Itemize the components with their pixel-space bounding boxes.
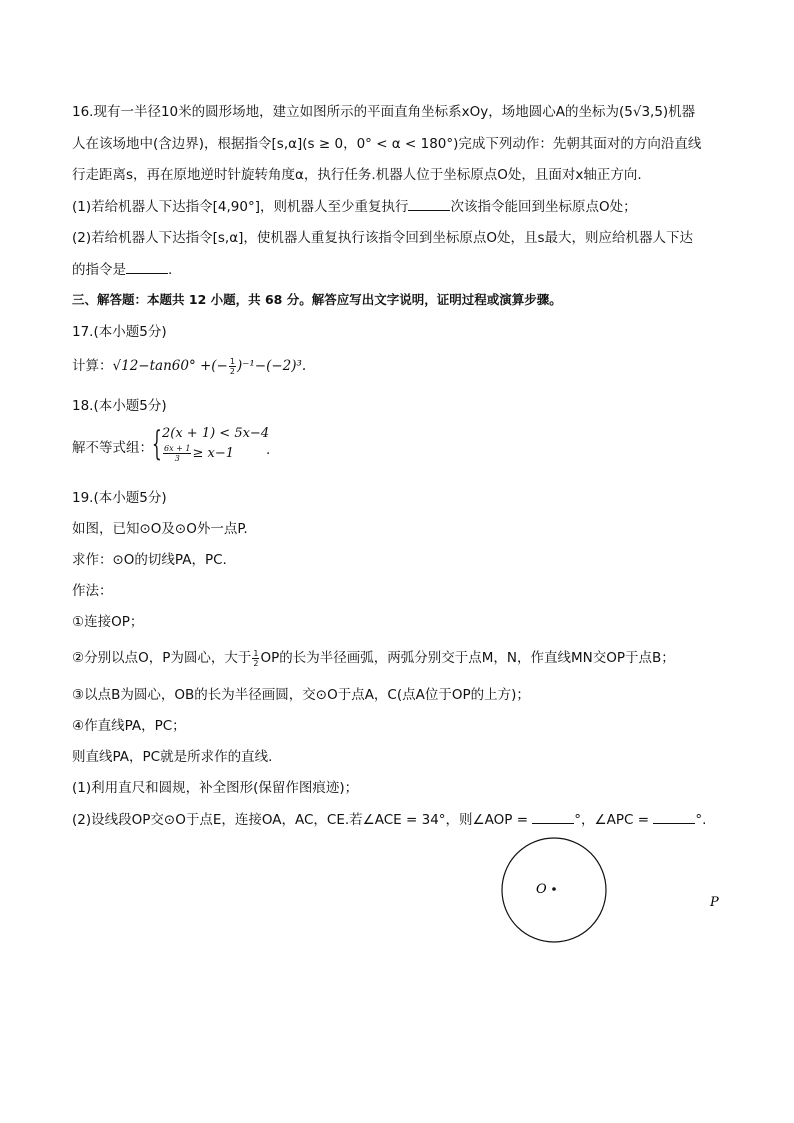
label-p: P xyxy=(710,895,719,910)
q19-step2-frac-num: 1 xyxy=(253,648,259,658)
q19-step2-a: ②分别以点O，P为圆心，大于 xyxy=(72,650,252,666)
q18-prefix: 解不等式组： xyxy=(72,440,153,456)
q16-part2-text: 的指令是 xyxy=(72,262,126,278)
q16-part1-text-a: (1)若给机器人下达指令[4,90°]，则机器人至少重复执行 xyxy=(72,199,409,215)
q19-step1: ①连接OP； xyxy=(72,614,144,630)
q19-part2-b: °，∠APC = xyxy=(574,812,654,828)
q18-title: 18.(本小题5分) xyxy=(72,398,167,414)
q19-part2-a: (2)设线段OP交⊙O于点E，连接OA，AC，CE.若∠ACE = 34°，则∠AOP = xyxy=(72,812,533,828)
section3-heading-text: 本题共 12 小题，共 68 分。解答应写出文字说明，证明过程或演算步骤。 xyxy=(147,292,562,307)
q18-brace: { xyxy=(152,424,162,464)
q16-part2: (2)若给机器人下达指令[s,α]，使机器人重复执行该指令回到坐标原点O处，且s最大，则应给机器人下达 xyxy=(72,230,694,246)
q19-given: 如图，已知⊙O及⊙O外一点P. xyxy=(72,521,248,537)
q16-line3: 行走距离s，再在原地逆时针旋转角度α，执行任务.机器人位于坐标原点O处，且面对x轴正方向. xyxy=(72,167,642,183)
q19-part2-c: °. xyxy=(695,812,707,828)
q16-line1: 16.现有一半径10米的圆形场地，建立如图所示的平面直角坐标系xOy，场地圆心A的坐标为(5√3,5)机器 xyxy=(72,104,696,120)
q17-frac-den: 2 xyxy=(229,366,235,376)
q17-prefix: 计算： xyxy=(72,358,113,374)
q19-step4: ④作直线PA，PC； xyxy=(72,718,186,734)
q19-method: 作法： xyxy=(72,583,113,599)
q17-frac-num: 1 xyxy=(229,356,235,366)
q18-frac-num: 6x + 1 xyxy=(164,444,191,453)
q17-expr-b: )⁻¹−(−2)³. xyxy=(236,358,307,374)
q18-inequality-1: 2(x + 1) < 5x−4 xyxy=(162,426,270,441)
q18-ineq2-rest: ≥ x−1 xyxy=(192,446,235,461)
q19-conclusion: 则直线PA，PC就是所求作的直线. xyxy=(72,749,273,765)
q19-step3: ③以点B为圆心，OB的长为半径画圆，交⊙O于点A，C(点A位于OP的上方)； xyxy=(72,687,530,703)
q19-step2-frac-den: 2 xyxy=(253,658,259,668)
q18-end: . xyxy=(266,442,271,458)
q19-title: 19.(本小题5分) xyxy=(72,490,167,506)
section3-heading-label: 三、解答题： xyxy=(72,292,148,307)
q16-part2-end: . xyxy=(168,262,173,278)
center-point-o xyxy=(552,887,556,891)
q16-line2: 人在该场地中(含边界)，根据指令[s,α](s ≥ 0，0° < α < 180°)完成下列动作：先朝其面对的方向沿直线 xyxy=(72,136,702,152)
q19-step2-b: OP的长为半径画弧，两弧分别交于点M，N，作直线MN交OP于点B； xyxy=(260,650,675,666)
label-o: O xyxy=(536,882,547,897)
q17-expr-a: √12−tan60° +(− xyxy=(112,358,228,374)
q19-part1: (1)利用直尺和圆规，补全图形(保留作图痕迹)； xyxy=(72,780,359,796)
q16-part1-text-b: 次该指令能回到坐标原点O处； xyxy=(450,199,637,215)
q18-frac-den: 3 xyxy=(174,454,180,463)
q19-ask: 求作：⊙O的切线PA，PC. xyxy=(72,552,227,568)
q17-title: 17.(本小题5分) xyxy=(72,324,167,340)
